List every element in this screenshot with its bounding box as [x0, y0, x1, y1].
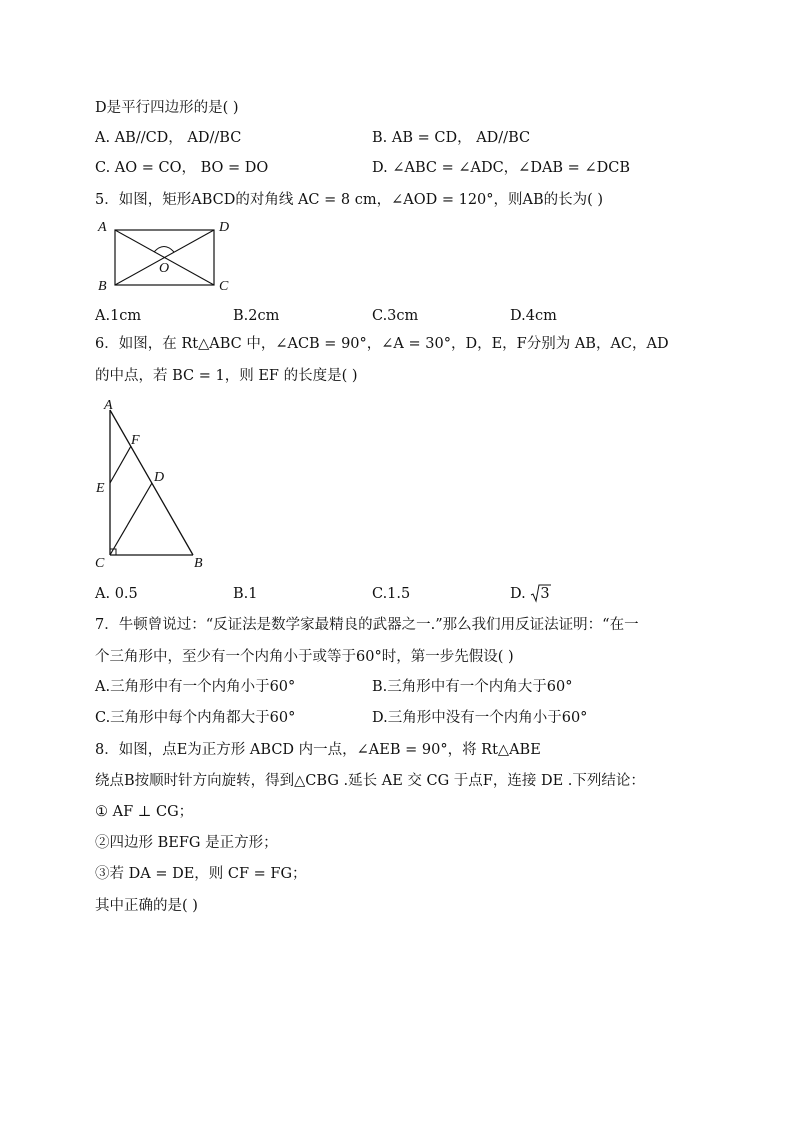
label-c: C — [95, 556, 105, 571]
q5-option-b: B.2cm — [233, 308, 280, 324]
label-c: C — [219, 279, 229, 294]
q5-stem: 5．如图，矩形ABCD的对角线 AC = 8 cm，∠AOD = 120°，则AB的长为( ) — [95, 192, 604, 208]
q7-option-a: A.三角形中有一个内角小于60° — [95, 679, 296, 695]
q4-option-a: A. AB//CD， AD//BC — [95, 130, 242, 146]
label-o: O — [159, 261, 170, 276]
q4-stem-tail: D是平行四边形的是( ) — [95, 100, 239, 116]
q5-option-a: A.1cm — [95, 308, 142, 324]
q6-option-a: A. 0.5 — [95, 586, 138, 602]
q8-conclusion-1: ① AF ⊥ CG； — [95, 804, 194, 820]
label-b: B — [98, 279, 107, 294]
q4-option-d: D. ∠ABC = ∠ADC，∠DAB = ∠DCB — [372, 160, 630, 176]
label-e: E — [96, 481, 105, 496]
q4-option-c: C. AO = CO， BO = DO — [95, 160, 269, 176]
label-f: F — [131, 433, 140, 448]
q5-option-d: D.4cm — [510, 308, 557, 324]
q7-stem-line2: 个三角形中，至少有一个内角小于或等于60°时，第一步先假设( ) — [95, 649, 514, 665]
q8-conclusion-2: ②四边形 BEFG 是正方形； — [95, 835, 278, 851]
label-a: A — [104, 398, 113, 413]
sqrt-icon — [530, 584, 549, 604]
q6-option-c: C.1.5 — [372, 586, 411, 602]
q8-stem-line1: 8．如图，点E为正方形 ABCD 内一点，∠AEB = 90°，将 Rt△ABE — [95, 742, 541, 758]
label-d: D — [219, 220, 230, 235]
segment-ef — [110, 446, 131, 483]
angle-aod-arc — [154, 247, 174, 253]
q6-stem-line2: 的中点，若 BC = 1，则 EF 的长度是( ) — [95, 368, 358, 384]
q5-option-c: C.3cm — [372, 308, 419, 324]
q4-option-b: B. AB = CD， AD//BC — [372, 130, 531, 146]
label-b: B — [194, 556, 203, 571]
label-d: D — [154, 470, 165, 485]
q6-option-d — [510, 584, 550, 604]
q6-option-d-label: D. — [510, 586, 531, 602]
label-a: A — [98, 220, 107, 235]
q7-option-d: D.三角形中没有一个内角小于60° — [372, 710, 588, 726]
q7-option-c: C.三角形中每个内角都大于60° — [95, 710, 296, 726]
q7-stem-line1: 7．牛顿曾说过：“反证法是数学家最精良的武器之一.”那么我们用反证法证明：“在一 — [95, 617, 639, 633]
q8-conclusion-3: ③若 DA = DE，则 CF = FG； — [95, 866, 307, 882]
segment-cd — [110, 483, 152, 555]
q5-rectangle-figure — [92, 217, 242, 297]
q6-option-d-radicand: 3 — [540, 586, 550, 602]
q7-option-b: B.三角形中有一个内角大于60° — [372, 679, 573, 695]
q8-question: 其中正确的是( ) — [95, 898, 198, 914]
q6-stem-line1: 6．如图，在 Rt△ABC 中，∠ACB = 90°，∠A = 30°，D，E，F分别为 AB，AC，AD — [95, 336, 669, 352]
q6-option-b: B.1 — [233, 586, 258, 602]
q6-triangle-figure — [90, 395, 220, 575]
q8-stem-line2: 绕点B按顺时针方向旋转，得到△CBG .延长 AE 交 CG 于点F，连接 DE .下列结论： — [95, 773, 645, 789]
